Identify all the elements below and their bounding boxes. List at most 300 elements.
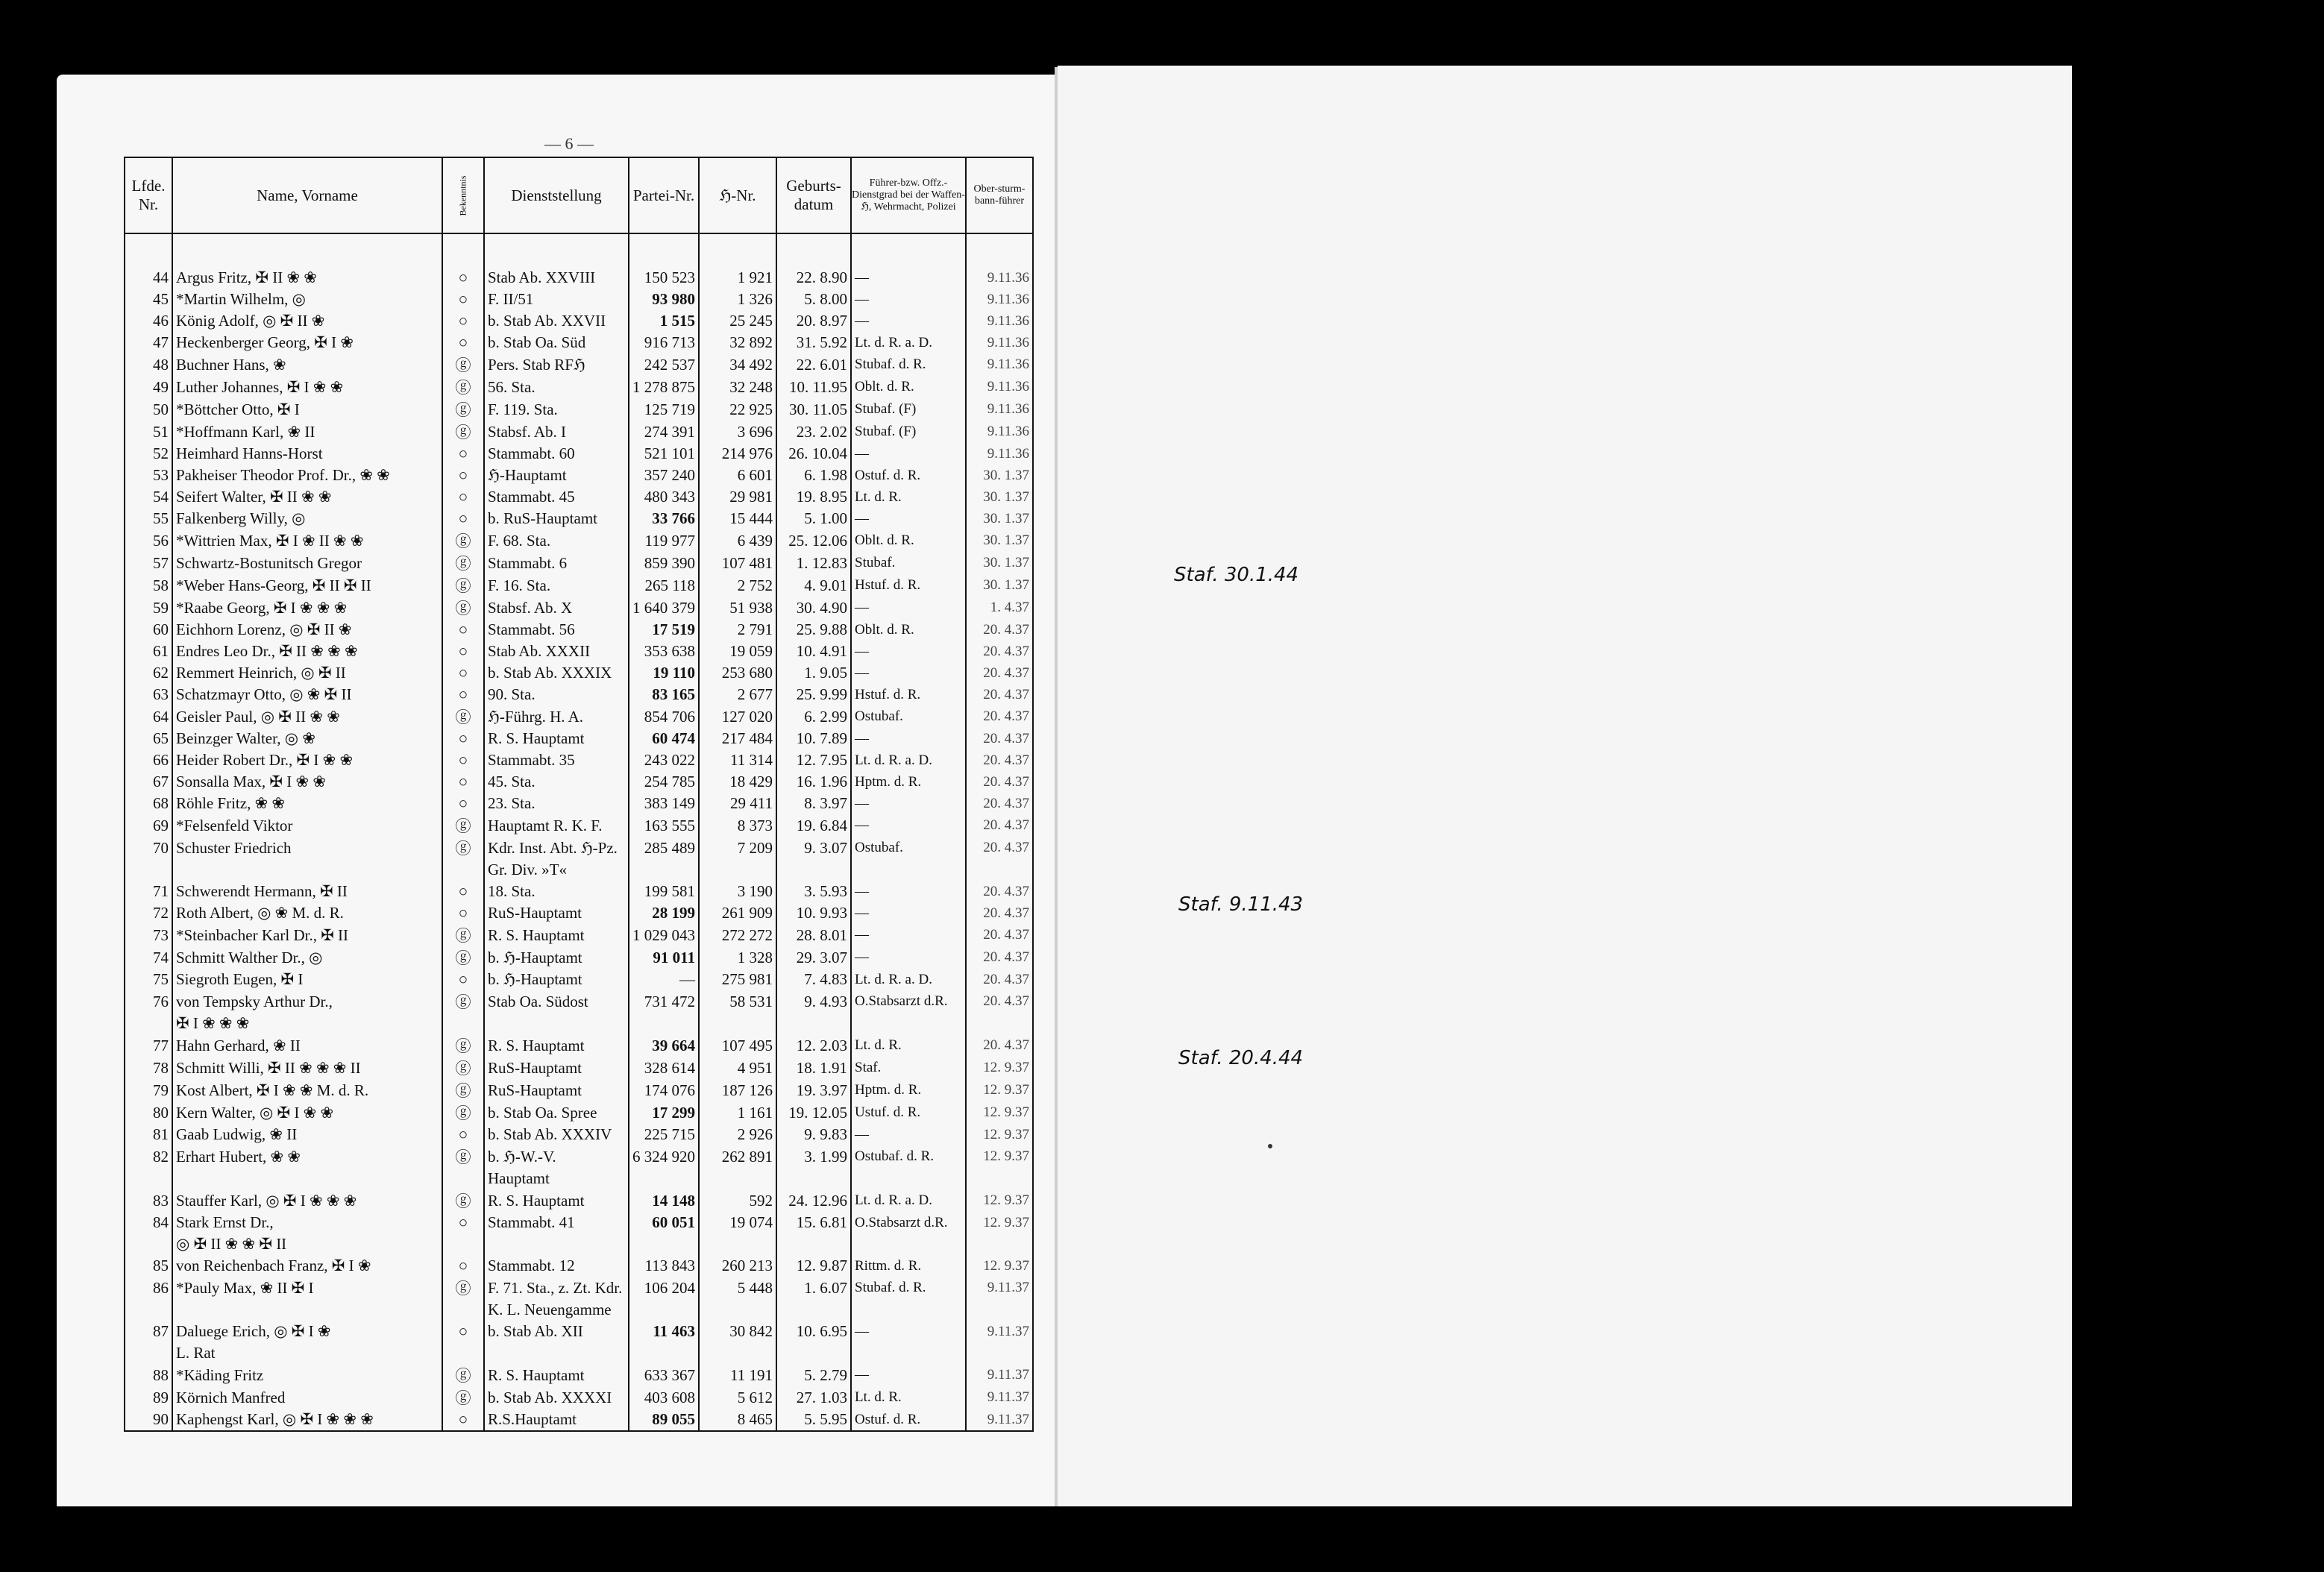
row-ss-nr: 261 909: [699, 902, 776, 924]
row-dienstgrad: [851, 1342, 966, 1364]
row-number: 82: [125, 1145, 172, 1168]
row-partei-nr: 1 515: [629, 310, 699, 332]
row-obersturmbannfuehrer-date: 9.11.36: [966, 310, 1033, 332]
row-number: [125, 1168, 172, 1189]
col-header-religion: Bekenntnis: [442, 157, 484, 233]
row-number: 57: [125, 552, 172, 574]
row-name: Argus Fritz, ✠ II ❀ ❀: [172, 267, 442, 289]
table-row: [125, 705, 1033, 728]
row-religion-mark: [442, 1299, 484, 1321]
row-partei-nr: 19 110: [629, 662, 699, 684]
row-name: Heider Robert Dr., ✠ I ❀ ❀: [172, 749, 442, 771]
row-obersturmbannfuehrer-date: 9.11.36: [966, 398, 1033, 421]
row-dienstgrad: —: [851, 641, 966, 662]
row-number: 86: [125, 1277, 172, 1299]
row-ss-nr: 5 448: [699, 1277, 776, 1299]
table-row: [125, 1079, 1033, 1101]
row-name: Körnich Manfred: [172, 1386, 442, 1409]
row-name: Buchner Hans, ❀: [172, 353, 442, 376]
row-religion-mark: ○: [442, 728, 484, 749]
row-ss-nr: 8 373: [699, 814, 776, 837]
row-obersturmbannfuehrer-date: 9.11.37: [966, 1409, 1033, 1431]
row-ss-nr: 6 439: [699, 529, 776, 552]
row-partei-nr: [629, 859, 699, 881]
row-partei-nr: [629, 1233, 699, 1255]
row-ss-nr: 253 680: [699, 662, 776, 684]
table-row: [125, 728, 1033, 749]
row-partei-nr: [629, 1299, 699, 1321]
row-geburtsdatum: 5. 2.79: [776, 1364, 851, 1386]
row-name: Geisler Paul, ◎ ✠ II ❀ ❀: [172, 705, 442, 728]
row-number: 81: [125, 1124, 172, 1145]
table-row: [125, 662, 1033, 684]
row-ss-nr: 4 951: [699, 1057, 776, 1079]
row-dienststellung: Stammabt. 45: [484, 486, 629, 508]
row-geburtsdatum: 4. 9.01: [776, 574, 851, 597]
row-obersturmbannfuehrer-date: 12. 9.37: [966, 1145, 1033, 1168]
row-dienststellung: Stammabt. 35: [484, 749, 629, 771]
row-geburtsdatum: 20. 8.97: [776, 310, 851, 332]
row-religion-mark: ○: [442, 1321, 484, 1342]
row-geburtsdatum: 1. 9.05: [776, 662, 851, 684]
table-row: [125, 990, 1033, 1013]
row-geburtsdatum: 30. 11.05: [776, 398, 851, 421]
row-dienststellung: R. S. Hauptamt: [484, 728, 629, 749]
row-ss-nr: [699, 1013, 776, 1034]
row-dienstgrad: Staf.: [851, 1057, 966, 1079]
row-dienstgrad: —: [851, 902, 966, 924]
row-number: 63: [125, 684, 172, 705]
row-name: Eichhorn Lorenz, ◎ ✠ II ❀: [172, 619, 442, 641]
row-religion-mark: ○: [442, 881, 484, 902]
row-dienststellung: Stabsf. Ab. X: [484, 597, 629, 619]
row-geburtsdatum: 5. 5.95: [776, 1409, 851, 1431]
col-header-nr: Lfde. Nr.: [125, 157, 172, 233]
row-partei-nr: 916 713: [629, 332, 699, 353]
row-name: *Felsenfeld Viktor: [172, 814, 442, 837]
row-religion-mark: ⓖ: [442, 574, 484, 597]
row-geburtsdatum: 10. 6.95: [776, 1321, 851, 1342]
row-ss-nr: 5 612: [699, 1386, 776, 1409]
right-page: [1058, 66, 2072, 1506]
page-number: — 6 —: [544, 134, 594, 153]
row-dienststellung: R. S. Hauptamt: [484, 924, 629, 946]
row-obersturmbannfuehrer-date: 12. 9.37: [966, 1057, 1033, 1079]
row-religion-mark: ○: [442, 443, 484, 465]
row-obersturmbannfuehrer-date: 20. 4.37: [966, 946, 1033, 969]
row-dienstgrad: Ostuf. d. R.: [851, 1409, 966, 1431]
row-ss-nr: 260 213: [699, 1255, 776, 1277]
row-number: 80: [125, 1101, 172, 1124]
row-religion-mark: ○: [442, 267, 484, 289]
row-partei-nr: [629, 1342, 699, 1364]
row-partei-nr: 106 204: [629, 1277, 699, 1299]
row-name: *Pauly Max, ❀ II ✠ I: [172, 1277, 442, 1299]
row-geburtsdatum: 25. 12.06: [776, 529, 851, 552]
row-religion-mark: ○: [442, 749, 484, 771]
row-religion-mark: ⓖ: [442, 946, 484, 969]
row-ss-nr: 19 059: [699, 641, 776, 662]
row-religion-mark: ⓖ: [442, 552, 484, 574]
table-row: [125, 793, 1033, 814]
row-partei-nr: 357 240: [629, 465, 699, 486]
row-number: 56: [125, 529, 172, 552]
row-dienststellung: ℌ-Hauptamt: [484, 465, 629, 486]
row-ss-nr: 25 245: [699, 310, 776, 332]
row-name: Schwartz-Bostunitsch Gregor: [172, 552, 442, 574]
row-dienstgrad: Stubaf. (F): [851, 398, 966, 421]
row-ss-nr: 1 328: [699, 946, 776, 969]
row-name: [172, 859, 442, 881]
row-name: Erhart Hubert, ❀ ❀: [172, 1145, 442, 1168]
table-row: [125, 529, 1033, 552]
row-geburtsdatum: 24. 12.96: [776, 1189, 851, 1212]
row-number: 55: [125, 508, 172, 529]
row-obersturmbannfuehrer-date: 20. 4.37: [966, 684, 1033, 705]
row-religion-mark: ○: [442, 771, 484, 793]
row-dienststellung: Stammabt. 56: [484, 619, 629, 641]
table-row: [125, 421, 1033, 443]
row-ss-nr: 214 976: [699, 443, 776, 465]
row-number: [125, 1013, 172, 1034]
margin-note-1: Staf. 30.1.44: [1174, 564, 1299, 586]
col-header-rang: Führer-bzw. Offz.-Dienstgrad bei der Waffen-ℌ, Wehrmacht, Polizei: [851, 157, 966, 233]
row-obersturmbannfuehrer-date: 12. 9.37: [966, 1212, 1033, 1233]
table-row: [125, 1189, 1033, 1212]
row-dienststellung: Stab Ab. XXVIII: [484, 267, 629, 289]
row-geburtsdatum: 15. 6.81: [776, 1212, 851, 1233]
row-obersturmbannfuehrer-date: 30. 1.37: [966, 508, 1033, 529]
row-name: ◎ ✠ II ❀ ❀ ✠ II: [172, 1233, 442, 1255]
row-number: 78: [125, 1057, 172, 1079]
row-name: *Käding Fritz: [172, 1364, 442, 1386]
row-obersturmbannfuehrer-date: [966, 1233, 1033, 1255]
row-name: *Böttcher Otto, ✠ I: [172, 398, 442, 421]
row-number: 44: [125, 267, 172, 289]
row-ss-nr: 58 531: [699, 990, 776, 1013]
row-number: 46: [125, 310, 172, 332]
row-dienststellung: 90. Sta.: [484, 684, 629, 705]
row-number: 76: [125, 990, 172, 1013]
row-religion-mark: ⓖ: [442, 1034, 484, 1057]
row-ss-nr: 107 495: [699, 1034, 776, 1057]
row-obersturmbannfuehrer-date: 20. 4.37: [966, 749, 1033, 771]
row-number: 48: [125, 353, 172, 376]
row-ss-nr: 7 209: [699, 837, 776, 859]
row-partei-nr: 125 719: [629, 398, 699, 421]
row-number: 67: [125, 771, 172, 793]
row-geburtsdatum: 1. 6.07: [776, 1277, 851, 1299]
row-geburtsdatum: [776, 859, 851, 881]
row-number: [125, 859, 172, 881]
row-ss-nr: 2 791: [699, 619, 776, 641]
row-dienstgrad: —: [851, 662, 966, 684]
row-number: 54: [125, 486, 172, 508]
row-number: 61: [125, 641, 172, 662]
row-geburtsdatum: 10. 4.91: [776, 641, 851, 662]
table-row: [125, 1168, 1033, 1189]
row-dienststellung: 56. Sta.: [484, 376, 629, 398]
table-row: [125, 1145, 1033, 1168]
row-religion-mark: ○: [442, 486, 484, 508]
row-ss-nr: 32 892: [699, 332, 776, 353]
header-spacer: [125, 233, 1033, 267]
table-row: [125, 859, 1033, 881]
row-geburtsdatum: [776, 1299, 851, 1321]
table-row: [125, 267, 1033, 289]
row-ss-nr: 18 429: [699, 771, 776, 793]
table-row: [125, 969, 1033, 990]
row-geburtsdatum: 19. 12.05: [776, 1101, 851, 1124]
row-religion-mark: ○: [442, 619, 484, 641]
row-ss-nr: 275 981: [699, 969, 776, 990]
row-geburtsdatum: 19. 3.97: [776, 1079, 851, 1101]
table-row: [125, 1255, 1033, 1277]
row-religion-mark: ⓖ: [442, 1057, 484, 1079]
row-partei-nr: 17 519: [629, 619, 699, 641]
row-dienststellung: b. Stab Ab. XXXIV: [484, 1124, 629, 1145]
table-row: [125, 1299, 1033, 1321]
table-row: [125, 1013, 1033, 1034]
row-name: Schmitt Walther Dr., ◎: [172, 946, 442, 969]
row-dienststellung: Hauptamt: [484, 1168, 629, 1189]
row-dienstgrad: —: [851, 289, 966, 310]
row-ss-nr: 272 272: [699, 924, 776, 946]
row-religion-mark: ⓖ: [442, 1386, 484, 1409]
row-number: 65: [125, 728, 172, 749]
row-dienstgrad: Ustuf. d. R.: [851, 1101, 966, 1124]
row-partei-nr: 14 148: [629, 1189, 699, 1212]
row-dienstgrad: —: [851, 508, 966, 529]
row-dienstgrad: —: [851, 597, 966, 619]
row-obersturmbannfuehrer-date: 30. 1.37: [966, 552, 1033, 574]
row-dienststellung: ℌ-Führg. H. A.: [484, 705, 629, 728]
row-ss-nr: [699, 1342, 776, 1364]
row-obersturmbannfuehrer-date: 20. 4.37: [966, 814, 1033, 837]
row-partei-nr: 83 165: [629, 684, 699, 705]
row-ss-nr: 32 248: [699, 376, 776, 398]
row-name: *Raabe Georg, ✠ I ❀ ❀ ❀: [172, 597, 442, 619]
row-partei-nr: [629, 1168, 699, 1189]
row-number: 71: [125, 881, 172, 902]
row-obersturmbannfuehrer-date: 9.11.36: [966, 353, 1033, 376]
row-ss-nr: 11 191: [699, 1364, 776, 1386]
row-number: 50: [125, 398, 172, 421]
table-row: [125, 1034, 1033, 1057]
row-ss-nr: 2 677: [699, 684, 776, 705]
row-partei-nr: 242 537: [629, 353, 699, 376]
row-dienststellung: RuS-Hauptamt: [484, 1079, 629, 1101]
row-geburtsdatum: 8. 3.97: [776, 793, 851, 814]
row-geburtsdatum: 16. 1.96: [776, 771, 851, 793]
row-partei-nr: 119 977: [629, 529, 699, 552]
row-obersturmbannfuehrer-date: [966, 1299, 1033, 1321]
row-ss-nr: 217 484: [699, 728, 776, 749]
row-dienstgrad: Oblt. d. R.: [851, 376, 966, 398]
row-religion-mark: ⓖ: [442, 398, 484, 421]
row-partei-nr: 17 299: [629, 1101, 699, 1124]
table-row: [125, 574, 1033, 597]
row-dienstgrad: —: [851, 924, 966, 946]
row-dienststellung: b. Stab Oa. Spree: [484, 1101, 629, 1124]
table-row: [125, 837, 1033, 859]
table-row: [125, 486, 1033, 508]
row-geburtsdatum: 28. 8.01: [776, 924, 851, 946]
row-name: Heckenberger Georg, ✠ I ❀: [172, 332, 442, 353]
row-obersturmbannfuehrer-date: 12. 9.37: [966, 1255, 1033, 1277]
row-partei-nr: 60 051: [629, 1212, 699, 1233]
table-row: [125, 465, 1033, 486]
row-dienststellung: Stammabt. 12: [484, 1255, 629, 1277]
row-religion-mark: ○: [442, 969, 484, 990]
row-name: Roth Albert, ◎ ❀ M. d. R.: [172, 902, 442, 924]
row-number: 69: [125, 814, 172, 837]
table-row: [125, 310, 1033, 332]
row-number: 73: [125, 924, 172, 946]
row-name: Beinzger Walter, ◎ ❀: [172, 728, 442, 749]
row-number: 60: [125, 619, 172, 641]
row-geburtsdatum: 25. 9.99: [776, 684, 851, 705]
row-number: 77: [125, 1034, 172, 1057]
row-obersturmbannfuehrer-date: 30. 1.37: [966, 465, 1033, 486]
table-row: [125, 902, 1033, 924]
row-obersturmbannfuehrer-date: 20. 4.37: [966, 662, 1033, 684]
table-row: [125, 353, 1033, 376]
row-dienstgrad: —: [851, 946, 966, 969]
row-dienststellung: b. ℌ-Hauptamt: [484, 946, 629, 969]
row-dienstgrad: Lt. d. R. a. D.: [851, 332, 966, 353]
row-geburtsdatum: 3. 1.99: [776, 1145, 851, 1168]
row-dienstgrad: —: [851, 443, 966, 465]
row-dienstgrad: —: [851, 1124, 966, 1145]
table-row: [125, 1212, 1033, 1233]
row-name: Stauffer Karl, ◎ ✠ I ❀ ❀ ❀: [172, 1189, 442, 1212]
row-geburtsdatum: [776, 1342, 851, 1364]
row-partei-nr: 89 055: [629, 1409, 699, 1431]
row-partei-nr: 731 472: [629, 990, 699, 1013]
row-name: Sonsalla Max, ✠ I ❀ ❀: [172, 771, 442, 793]
row-number: [125, 1233, 172, 1255]
row-ss-nr: 34 492: [699, 353, 776, 376]
row-dienststellung: [484, 1013, 629, 1034]
table-row: [125, 597, 1033, 619]
row-obersturmbannfuehrer-date: 12. 9.37: [966, 1079, 1033, 1101]
row-ss-nr: [699, 859, 776, 881]
row-religion-mark: ○: [442, 684, 484, 705]
row-dienstgrad: —: [851, 310, 966, 332]
row-ss-nr: 2 926: [699, 1124, 776, 1145]
row-obersturmbannfuehrer-date: 30. 1.37: [966, 574, 1033, 597]
row-number: 68: [125, 793, 172, 814]
row-dienstgrad: Stubaf. d. R.: [851, 1277, 966, 1299]
row-dienstgrad: Lt. d. R.: [851, 1034, 966, 1057]
row-dienststellung: R.S.Hauptamt: [484, 1409, 629, 1431]
row-dienststellung: RuS-Hauptamt: [484, 1057, 629, 1079]
table-row: [125, 332, 1033, 353]
row-dienstgrad: [851, 1013, 966, 1034]
row-obersturmbannfuehrer-date: 1. 4.37: [966, 597, 1033, 619]
row-partei-nr: 265 118: [629, 574, 699, 597]
row-dienststellung: R. S. Hauptamt: [484, 1034, 629, 1057]
row-obersturmbannfuehrer-date: 9.11.37: [966, 1277, 1033, 1299]
row-ss-nr: 187 126: [699, 1079, 776, 1101]
row-dienstgrad: Lt. d. R. a. D.: [851, 1189, 966, 1212]
row-partei-nr: 225 715: [629, 1124, 699, 1145]
row-partei-nr: 91 011: [629, 946, 699, 969]
row-obersturmbannfuehrer-date: 9.11.36: [966, 376, 1033, 398]
row-partei-nr: 353 638: [629, 641, 699, 662]
row-dienstgrad: Ostubaf. d. R.: [851, 1145, 966, 1168]
row-partei-nr: 1 278 875: [629, 376, 699, 398]
row-name: *Steinbacher Karl Dr., ✠ II: [172, 924, 442, 946]
row-ss-nr: 262 891: [699, 1145, 776, 1168]
row-obersturmbannfuehrer-date: 20. 4.37: [966, 837, 1033, 859]
table-row: [125, 749, 1033, 771]
row-dienstgrad: —: [851, 1321, 966, 1342]
row-name: Endres Leo Dr., ✠ II ❀ ❀ ❀: [172, 641, 442, 662]
row-geburtsdatum: 5. 8.00: [776, 289, 851, 310]
row-obersturmbannfuehrer-date: 20. 4.37: [966, 881, 1033, 902]
row-dienstgrad: Ostubaf.: [851, 705, 966, 728]
row-dienststellung: Gr. Div. »T«: [484, 859, 629, 881]
table-row: [125, 1364, 1033, 1386]
table-row: [125, 508, 1033, 529]
row-partei-nr: 254 785: [629, 771, 699, 793]
row-name: Schatzmayr Otto, ◎ ❀ ✠ II: [172, 684, 442, 705]
row-religion-mark: ○: [442, 641, 484, 662]
row-obersturmbannfuehrer-date: [966, 1342, 1033, 1364]
row-partei-nr: 859 390: [629, 552, 699, 574]
row-obersturmbannfuehrer-date: 20. 4.37: [966, 771, 1033, 793]
col-header-dienst: Dienststellung: [484, 157, 629, 233]
row-geburtsdatum: 18. 1.91: [776, 1057, 851, 1079]
row-ss-nr: 15 444: [699, 508, 776, 529]
row-geburtsdatum: 10. 11.95: [776, 376, 851, 398]
row-religion-mark: ⓖ: [442, 814, 484, 837]
row-name: Gaab Ludwig, ❀ II: [172, 1124, 442, 1145]
row-dienststellung: b. ℌ-W.-V.: [484, 1145, 629, 1168]
row-dienststellung: b. RuS-Hauptamt: [484, 508, 629, 529]
row-obersturmbannfuehrer-date: 9.11.36: [966, 443, 1033, 465]
row-partei-nr: 480 343: [629, 486, 699, 508]
row-ss-nr: 8 465: [699, 1409, 776, 1431]
row-name: Schuster Friedrich: [172, 837, 442, 859]
row-partei-nr: 521 101: [629, 443, 699, 465]
row-dienstgrad: Lt. d. R.: [851, 1386, 966, 1409]
row-name: von Reichenbach Franz, ✠ I ❀: [172, 1255, 442, 1277]
row-religion-mark: ⓖ: [442, 990, 484, 1013]
row-dienstgrad: Hptm. d. R.: [851, 771, 966, 793]
row-number: 58: [125, 574, 172, 597]
row-geburtsdatum: 26. 10.04: [776, 443, 851, 465]
row-geburtsdatum: 23. 2.02: [776, 421, 851, 443]
row-obersturmbannfuehrer-date: 20. 4.37: [966, 924, 1033, 946]
row-religion-mark: ⓖ: [442, 1101, 484, 1124]
row-name: L. Rat: [172, 1342, 442, 1364]
table-row: [125, 552, 1033, 574]
row-ss-nr: 107 481: [699, 552, 776, 574]
row-ss-nr: 51 938: [699, 597, 776, 619]
row-ss-nr: 127 020: [699, 705, 776, 728]
row-number: 47: [125, 332, 172, 353]
row-dienststellung: F. 71. Sta., z. Zt. Kdr.: [484, 1277, 629, 1299]
row-religion-mark: ○: [442, 1409, 484, 1431]
row-geburtsdatum: 19. 6.84: [776, 814, 851, 837]
row-geburtsdatum: 27. 1.03: [776, 1386, 851, 1409]
table-row: [125, 1233, 1033, 1255]
row-ss-nr: 2 752: [699, 574, 776, 597]
row-geburtsdatum: 30. 4.90: [776, 597, 851, 619]
